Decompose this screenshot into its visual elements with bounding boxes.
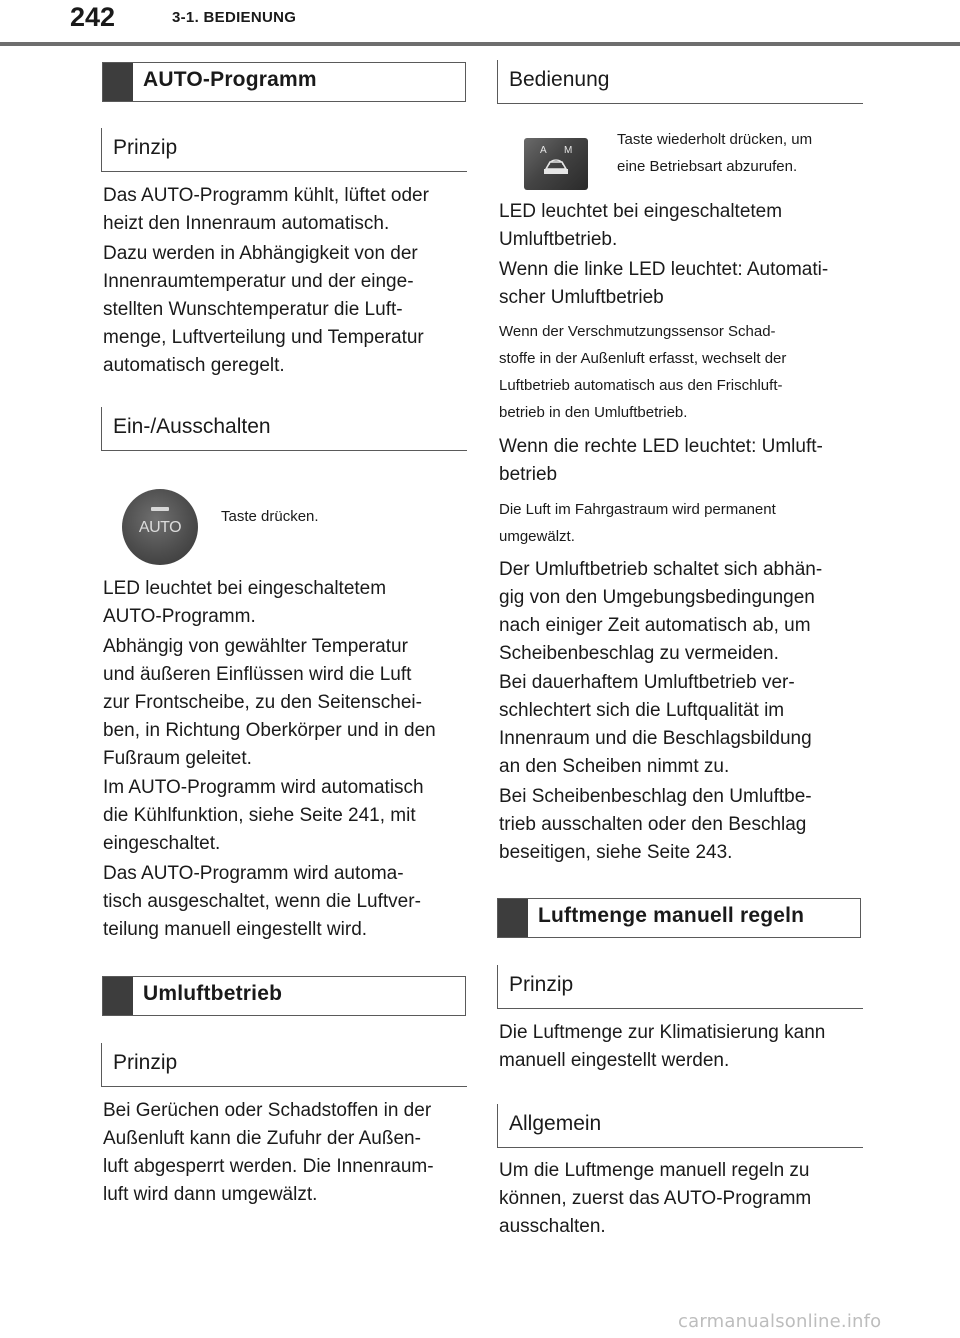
watermark: carmanualsonline.info	[678, 1311, 882, 1332]
section-bar	[103, 977, 133, 1015]
sensor-note	[499, 318, 859, 426]
right-led-paragraph	[499, 433, 869, 489]
section-umluftbetrieb	[102, 976, 466, 1016]
auto-intro-paragraph	[103, 182, 473, 238]
text-line: Bei dauerhaftem Umluftbetrieb ver-	[499, 672, 795, 693]
text-line: Die Luft im Fahrgastraum wird permanent	[499, 501, 776, 518]
section-title: Umluftbetrieb	[143, 982, 283, 1005]
auto-button-label: AUTO	[138, 519, 182, 536]
text-line: Dazu werden in Abhängigkeit von der	[103, 243, 418, 264]
header-divider	[0, 42, 960, 46]
text-line: LED leuchtet bei eingeschaltetem	[103, 578, 387, 599]
repeat-press-caption	[617, 126, 960, 180]
text-line: heizt den Innenraum automatisch.	[103, 213, 390, 234]
text-line: Wenn die linke LED leuchtet: Automati-	[499, 259, 829, 280]
subsection-prinzip-luftmenge	[497, 965, 863, 1009]
text-line: Umluftbetrieb.	[499, 229, 618, 250]
subsection-allgemein	[497, 1104, 863, 1148]
umluft-intro-paragraph	[103, 1097, 473, 1209]
text-line: eingeschaltet.	[103, 833, 221, 854]
text-line: Taste wiederholt drücken, um	[617, 131, 813, 148]
chapter-title: 3-1. BEDIENUNG	[172, 9, 297, 26]
mode-m-label: M	[564, 145, 573, 156]
permanent-note	[499, 496, 859, 550]
text-line: zur Frontscheibe, zu den Seitenschei-	[103, 692, 422, 713]
text-line: eine Betriebsart abzurufen.	[617, 158, 798, 175]
text-line: LED leuchtet bei eingeschaltetem	[499, 201, 783, 222]
subsection-ein-ausschalten	[101, 407, 467, 451]
page-number: 242	[70, 2, 116, 32]
section-title: Luftmenge manuell regeln	[538, 904, 805, 927]
text-line: Im AUTO-Programm wird automatisch	[103, 777, 424, 798]
text-line: automatisch geregelt.	[103, 355, 285, 376]
allgemein-paragraph	[499, 1157, 869, 1241]
text-line: luft wird dann umgewälzt.	[103, 1184, 318, 1205]
text-line: stellten Wunschtemperatur die Luft-	[103, 299, 403, 320]
text-line: schlechtert sich die Luftqualität im	[499, 700, 785, 721]
text-line: Luftbetrieb automatisch aus den Frischluft-	[499, 377, 783, 394]
luftmenge-intro-paragraph	[499, 1019, 869, 1075]
subsection-title: Ein-/Ausschalten	[113, 415, 271, 438]
text-line: trieb ausschalten oder den Beschlag	[499, 814, 807, 835]
text-line: Das AUTO-Programm wird automa-	[103, 863, 404, 884]
subsection-title: Bedienung	[509, 68, 610, 91]
cooling-paragraph	[103, 774, 473, 858]
text-line: Innenraumtemperatur und der einge-	[103, 271, 414, 292]
text-line: ausschalten.	[499, 1216, 606, 1237]
section-luftmenge	[497, 898, 861, 938]
text-line: Der Umluftbetrieb schaltet sich abhän-	[499, 559, 823, 580]
left-led-paragraph	[499, 256, 869, 312]
text-line: und äußeren Einflüssen wird die Luft	[103, 664, 412, 685]
text-line: AUTO-Programm.	[103, 606, 256, 627]
text-line: Scheibenbeschlag zu vermeiden.	[499, 643, 779, 664]
text-line: tisch ausgeschaltet, wenn die Luftver-	[103, 891, 421, 912]
text-line: können, zuerst das AUTO-Programm	[499, 1188, 812, 1209]
auto-led-paragraph	[103, 575, 473, 631]
section-title: AUTO-Programm	[143, 68, 317, 91]
text-line: ben, in Richtung Oberkörper und in den	[103, 720, 436, 741]
text-line: luft abgesperrt werden. Die Innenraum-	[103, 1156, 434, 1177]
section-bar	[103, 63, 133, 101]
text-line: scher Umluftbetrieb	[499, 287, 664, 308]
fogging-paragraph	[499, 783, 869, 867]
subsection-title: Prinzip	[113, 136, 178, 159]
text-line: die Kühlfunktion, siehe Seite 241, mit	[103, 805, 416, 826]
air-quality-paragraph	[499, 669, 869, 781]
text-line: Bei Gerüchen oder Schadstoffen in der	[103, 1100, 432, 1121]
subsection-title: Prinzip	[113, 1051, 178, 1074]
subsection-title: Prinzip	[509, 973, 574, 996]
text-line: an den Scheiben nimmt zu.	[499, 756, 730, 777]
text-line: umgewälzt.	[499, 528, 575, 545]
taste-druecken-caption: Taste drücken.	[221, 508, 319, 525]
text-line: gig von den Umgebungsbedingungen	[499, 587, 815, 608]
recirculation-button-image	[524, 138, 588, 190]
auto-control-paragraph	[103, 240, 473, 380]
mode-a-label: A	[540, 145, 547, 156]
text-line: Außenluft kann die Zufuhr der Außen-	[103, 1128, 421, 1149]
car-recirculation-icon	[524, 138, 588, 190]
auto-button-image	[122, 489, 198, 565]
text-line: Wenn der Verschmutzungssensor Schad-	[499, 323, 776, 340]
umluft-led-paragraph	[499, 198, 869, 254]
text-line: menge, Luftverteilung und Temperatur	[103, 327, 424, 348]
subsection-title: Allgemein	[509, 1112, 602, 1135]
text-line: manuell eingestellt werden.	[499, 1050, 730, 1071]
text-line: betrieb	[499, 464, 558, 485]
air-distribution-paragraph	[103, 633, 473, 773]
subsection-prinzip-auto	[101, 128, 467, 172]
text-line: nach einiger Zeit automatisch ab, um	[499, 615, 811, 636]
text-line: teilung manuell eingestellt wird.	[103, 919, 368, 940]
text-line: Bei Scheibenbeschlag den Umluftbe-	[499, 786, 812, 807]
section-auto-programm	[102, 62, 466, 102]
text-line: Abhängig von gewählter Temperatur	[103, 636, 408, 657]
text-line: Um die Luftmenge manuell regeln zu	[499, 1160, 810, 1181]
text-line: Wenn die rechte LED leuchtet: Umluft-	[499, 436, 823, 457]
led-indicator	[151, 507, 169, 511]
text-line: stoffe in der Außenluft erfasst, wechselt der	[499, 350, 787, 367]
subsection-prinzip-umluft	[101, 1043, 467, 1087]
subsection-bedienung	[497, 60, 863, 104]
text-line: Die Luftmenge zur Klimatisierung kann	[499, 1022, 826, 1043]
section-bar	[498, 899, 528, 937]
text-line: Innenraum und die Beschlagsbildung	[499, 728, 812, 749]
text-line: beseitigen, siehe Seite 243.	[499, 842, 733, 863]
text-line: Fußraum geleitet.	[103, 748, 252, 769]
auto-off-paragraph	[103, 860, 473, 944]
text-line: Das AUTO-Programm kühlt, lüftet oder	[103, 185, 429, 206]
text-line: betrieb in den Umluftbetrieb.	[499, 404, 688, 421]
auto-switch-off-paragraph	[499, 556, 869, 668]
